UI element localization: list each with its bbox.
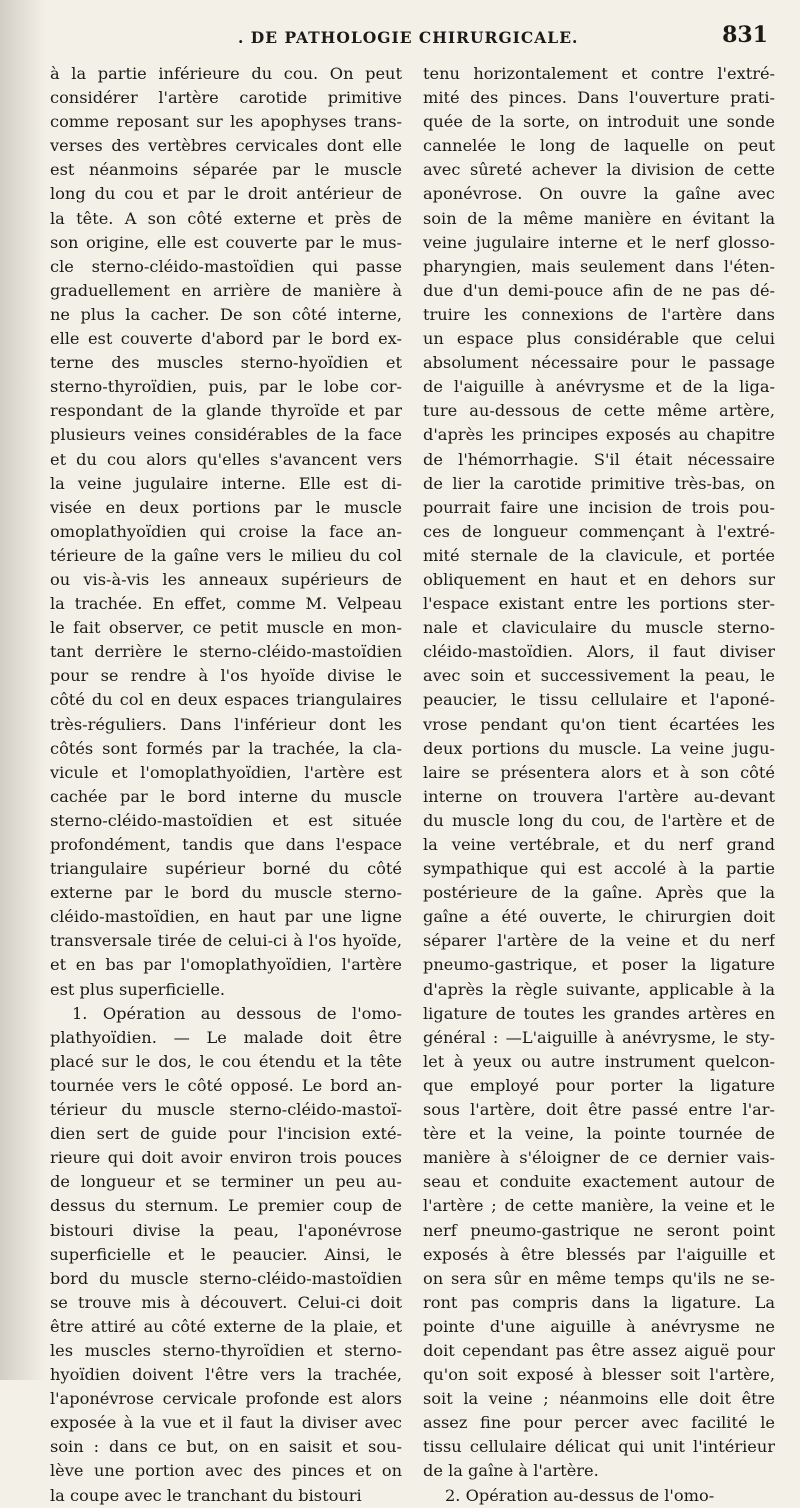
text-line: ligature de toutes les grandes artères en <box>423 1003 775 1023</box>
text-line: ou vis-à-vis les anneaux supérieurs de <box>50 569 402 589</box>
text-line: omoplathyoïdien qui croise la face an- <box>50 521 402 541</box>
text-line: la veine vertébrale, et du nerf grand <box>423 835 775 854</box>
text-line: graduellement en arrière de manière à <box>50 280 402 300</box>
text-line: de l'aiguille à anévrysme et de la liga- <box>423 377 775 397</box>
text-line: pour se rendre à l'os hyoïde divise le <box>50 666 402 686</box>
text-line: 1. Opération au dessous de l'omo- <box>72 1003 402 1023</box>
text-line: considérer l'artère carotide primitive <box>50 88 402 108</box>
text-line: tenu horizontalement et contre l'extré- <box>423 64 775 83</box>
text-line: se trouve mis à découvert. Celui-ci doit <box>50 1292 402 1312</box>
text-line: cléido-mastoïdien. Alors, il faut diviser <box>423 642 775 662</box>
text-line: avec sûreté achever la division de cette <box>423 160 775 180</box>
text-line: cléido-mastoïdien, en haut par une ligne <box>50 907 402 927</box>
text-line: ces de longueur commençant à l'extré- <box>423 521 775 541</box>
text-line: rieure qui doit avoir environ trois pouces <box>50 1148 402 1168</box>
text-line: profondément, tandis que dans l'espace <box>50 835 402 854</box>
text-line: tissu cellulaire délicat qui unit l'intérieur <box>423 1437 775 1457</box>
binding-shadow <box>0 0 46 1380</box>
text-line: long du cou et par le droit antérieur de <box>50 184 402 204</box>
text-line: due d'un demi-pouce afin de ne pas dé- <box>423 280 775 300</box>
text-line: est plus superficielle. <box>50 979 226 999</box>
text-line: exposée à la vue et il faut la diviser avec <box>50 1413 402 1433</box>
text-line: et du cou alors qu'elles s'avancent vers <box>50 449 402 469</box>
text-line: à la partie inférieure du cou. On peut <box>50 64 402 83</box>
text-line: transversale tirée de celui-ci à l'os hyoïde, <box>50 931 402 951</box>
text-line: d'après les principes exposés au chapitre <box>423 425 775 445</box>
text-line: plathyoïdien. — Le malade doit être <box>50 1027 402 1047</box>
text-line: soin de la même manière en évitant la <box>423 208 775 228</box>
text-line: bistouri divise la peau, l'aponévrose <box>50 1220 402 1240</box>
text-line: côtés sont formés par la trachée, la cla- <box>50 738 402 758</box>
text-line: pneumo-gastrique, et poser la ligature <box>423 955 775 975</box>
text-line: d'après la règle suivante, applicable à la <box>423 979 775 999</box>
text-line: visée en deux portions par le muscle <box>50 497 402 517</box>
page-number: 831 <box>722 22 768 48</box>
page-header <box>0 22 800 52</box>
text-line: nale et claviculaire du muscle sterno- <box>423 618 775 638</box>
text-line: veine jugulaire interne et le nerf glosso- <box>423 232 775 252</box>
text-line: cachée par le bord interne du muscle <box>50 786 402 806</box>
text-line: ront pas compris dans la ligature. La <box>423 1292 775 1312</box>
text-line: verses des vertèbres cervicales dont elle <box>50 136 402 156</box>
text-line: les muscles sterno-thyroïdien et sterno- <box>50 1340 402 1360</box>
text-line: pourrait faire une incision de trois pou- <box>423 497 775 517</box>
text-line: obliquement en haut et en dehors sur <box>423 569 775 589</box>
text-line: et en bas par l'omoplathyoïdien, l'artère <box>50 955 402 975</box>
text-line: la veine jugulaire interne. Elle est di- <box>50 473 402 493</box>
left-text-column <box>50 62 402 1508</box>
text-line: très-réguliers. Dans l'inférieur dont les <box>50 714 402 734</box>
text-line: tournée vers le côté opposé. Le bord an- <box>50 1075 402 1095</box>
text-line: lève une portion avec des pinces et on <box>50 1461 402 1481</box>
text-line: manière à s'éloigner de ce dernier vais- <box>423 1148 775 1168</box>
text-line: sterno-thyroïdien, puis, par le lobe cor- <box>50 377 402 397</box>
text-line: pointe d'une aiguille à anévrysme ne <box>423 1316 775 1336</box>
text-line: superficielle et le peaucier. Ainsi, le <box>50 1244 402 1264</box>
text-line: terne des muscles sterno-hyoïdien et <box>50 353 402 373</box>
text-line: respondant de la glande thyroïde et par <box>50 401 402 421</box>
text-line: aponévrose. On ouvre la gaîne avec <box>423 184 775 204</box>
text-line: côté du col en deux espaces triangulaires <box>50 690 402 710</box>
text-line: un espace plus considérable que celui <box>423 329 775 349</box>
text-line: soin : dans ce but, on en saisit et sou- <box>50 1437 402 1457</box>
text-line: mité sternale de la clavicule, et portée <box>423 545 775 565</box>
text-line: que employé pour porter la ligature <box>423 1075 775 1095</box>
text-line: térieur du muscle sterno-cléido-mastoï- <box>50 1100 402 1120</box>
text-line: interne on trouvera l'artère au-devant <box>423 786 775 806</box>
text-line: on sera sûr en même temps qu'ils ne se- <box>423 1268 775 1288</box>
text-line: cannelée le long de laquelle on peut <box>423 136 775 156</box>
text-line: son origine, elle est couverte par le mus- <box>50 232 402 252</box>
text-line: exposés à être blessés par l'aiguille et <box>423 1244 775 1264</box>
text-line: ture au-dessous de cette même artère, <box>423 401 775 421</box>
text-line: général : —L'aiguille à anévrysme, le sty- <box>423 1027 775 1047</box>
text-line: vrose pendant qu'on tient écartées les <box>423 714 775 734</box>
text-line: dien sert de guide pour l'incision exté- <box>50 1124 402 1144</box>
text-line: laire se présentera alors et à son côté <box>423 762 775 782</box>
text-line: truire les connexions de l'artère dans <box>423 304 775 324</box>
text-line: de longueur et se terminer un peu au- <box>50 1172 402 1192</box>
text-line: l'aponévrose cervicale profonde est alors <box>50 1389 402 1409</box>
text-line: ne plus la cacher. De son côté interne, <box>50 304 402 324</box>
text-line: doit cependant pas être assez aiguë pour <box>423 1340 775 1360</box>
text-line: deux portions du muscle. La veine jugu- <box>423 738 775 758</box>
text-line: de lier la carotide primitive très-bas, on <box>423 473 775 493</box>
text-line: tère et la veine, la pointe tournée de <box>423 1124 775 1144</box>
text-line: sympathique qui est accolé à la partie <box>423 859 775 879</box>
text-line: cle sterno-cléido-mastoïdien qui passe <box>50 256 402 276</box>
text-line: bord du muscle sterno-cléido-mastoïdien <box>50 1268 402 1288</box>
text-line: pharyngien, mais seulement dans l'éten- <box>423 256 775 276</box>
text-line: quée de la sorte, on introduit une sonde <box>423 112 775 132</box>
text-line: l'artère ; de cette manière, la veine et le <box>423 1196 775 1216</box>
text-line: est néanmoins séparée par le muscle <box>50 160 402 180</box>
text-line: seau et conduite exactement autour de <box>423 1172 775 1192</box>
text-line: sterno-cléido-mastoïdien et est située <box>50 810 402 830</box>
text-line: peaucier, le tissu cellulaire et l'aponé- <box>423 690 775 710</box>
text-line: elle est couverte d'abord par le bord ex- <box>50 329 402 349</box>
text-line: absolument nécessaire pour le passage <box>423 353 775 373</box>
text-line: du muscle long du cou, de l'artère et de <box>423 810 775 830</box>
text-line: hyoïdien doivent l'être vers la trachée, <box>50 1365 402 1385</box>
text-line: gaîne a été ouverte, le chirurgien doit <box>423 907 775 927</box>
text-line: comme reposant sur les apophyses trans- <box>50 112 402 132</box>
text-line: dessus du sternum. Le premier coup de <box>50 1196 402 1216</box>
text-line: assez fine pour percer avec facilité le <box>423 1413 775 1433</box>
text-line: séparer l'artère de la veine et du nerf <box>423 931 775 951</box>
right-text-column <box>423 62 775 1508</box>
text-line: tant derrière le sterno-cléido-mastoïdien <box>50 642 402 662</box>
text-line: l'espace existant entre les portions ster- <box>423 594 775 614</box>
text-line: la trachée. En effet, comme M. Velpeau <box>50 594 402 614</box>
text-line: térieure de la gaîne vers le milieu du col <box>50 545 402 565</box>
text-line: la coupe avec le tranchant du bistouri <box>50 1485 362 1505</box>
text-line: placé sur le dos, le cou étendu et la tête <box>50 1051 402 1071</box>
text-line: externe par le bord du muscle sterno- <box>50 883 402 903</box>
text-line: mité des pinces. Dans l'ouverture prati- <box>423 88 775 108</box>
text-line: avec soin et successivement la peau, le <box>423 666 775 686</box>
text-line: nerf pneumo-gastrique ne seront point <box>423 1220 775 1240</box>
text-line: plusieurs veines considérables de la face <box>50 425 402 445</box>
running-title: . DE PATHOLOGIE CHIRURGICALE. <box>238 28 579 47</box>
text-line: triangulaire supérieur borné du côté <box>50 859 402 879</box>
text-line: 2. Opération au-dessus de l'omo- <box>445 1485 715 1505</box>
text-line: soit la veine ; néanmoins elle doit être <box>423 1389 775 1409</box>
text-line: qu'on soit exposé à blesser soit l'artère, <box>423 1365 775 1385</box>
text-line: le fait observer, ce petit muscle en mon- <box>50 618 402 638</box>
text-line: let à yeux ou autre instrument quelcon- <box>423 1051 775 1071</box>
text-line: sous l'artère, doit être passé entre l'ar- <box>423 1100 775 1120</box>
text-line: être attiré au côté externe de la plaie, et <box>50 1316 402 1336</box>
text-line: de la gaîne à l'artère. <box>423 1461 599 1481</box>
text-line: la tête. A son côté externe et près de <box>50 208 402 228</box>
text-line: de l'hémorrhagie. S'il était nécessaire <box>423 449 775 469</box>
text-line: vicule et l'omoplathyoïdien, l'artère est <box>50 762 402 782</box>
text-line: postérieure de la gaîne. Après que la <box>423 883 775 903</box>
